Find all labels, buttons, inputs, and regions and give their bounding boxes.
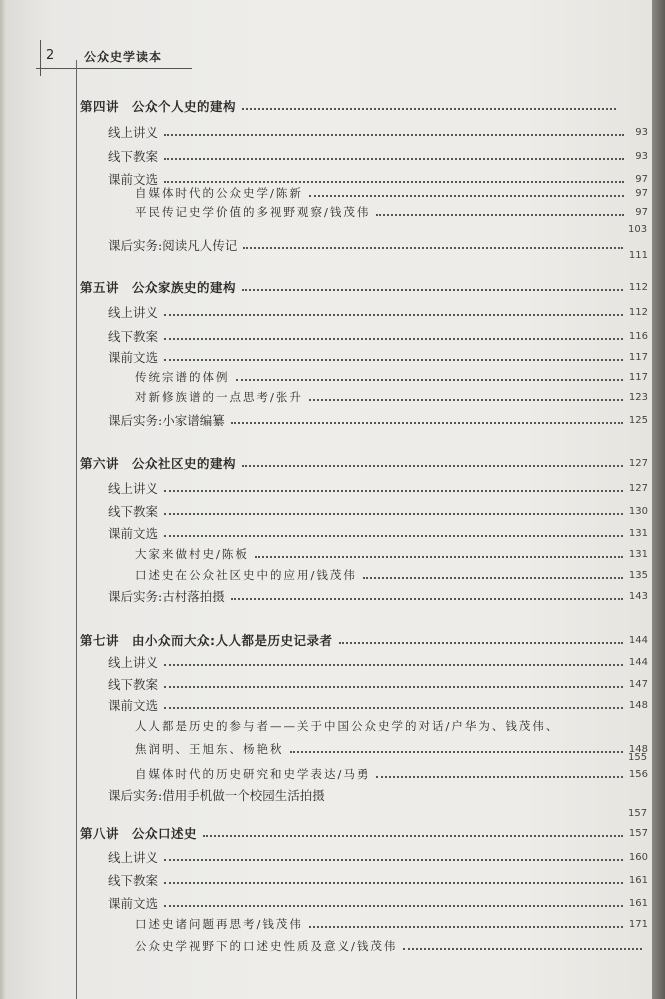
toc-entry-title: 线上讲义 [108, 305, 159, 320]
toc-page-number: 127 [628, 482, 648, 494]
book-title: 公众史学读本 [84, 50, 163, 64]
toc-page-number: 103 [628, 224, 648, 235]
leader-dots [242, 108, 616, 110]
leader-dots [164, 490, 623, 492]
toc-entry[interactable] [108, 869, 648, 891]
toc-entry[interactable] [108, 846, 648, 868]
toc-page-number: 135 [628, 569, 648, 581]
leader-dots [236, 379, 623, 381]
toc-lecture-title: 第五讲 公众家族史的建构 [80, 280, 237, 295]
leader-dots [164, 707, 623, 709]
toc-entry[interactable] [108, 409, 648, 431]
toc-entry[interactable] [108, 234, 648, 261]
toc-article-title: 传统宗谱的体例 [135, 370, 230, 384]
toc-page-number: 97 [635, 206, 648, 218]
page-number: 2 [46, 48, 55, 63]
toc-entry[interactable] [108, 325, 648, 347]
toc-article[interactable] [135, 715, 648, 737]
toc-page-number: 157 [628, 808, 648, 819]
leader-dots [242, 289, 623, 291]
toc-page-number: 123 [628, 391, 648, 403]
toc-page-number: 93 [635, 150, 648, 162]
toc-entry[interactable] [108, 522, 648, 544]
toc-article[interactable] [135, 366, 648, 388]
toc-article-title: 自媒体时代的公众史学/陈新 [135, 186, 303, 200]
toc-page-number: 131 [628, 548, 648, 560]
running-header [36, 42, 192, 69]
toc-page-number: 160 [628, 851, 648, 863]
toc-entry-title: 课前文选 [108, 698, 159, 713]
toc-article-title: 对新修族谱的一点思考/张升 [135, 390, 303, 404]
toc-entry-title: 线上讲义 [108, 850, 159, 865]
toc-article[interactable] [135, 763, 648, 785]
toc-entry[interactable] [108, 500, 648, 522]
toc-page-number: 155 [628, 752, 648, 763]
toc-entry[interactable] [108, 301, 648, 323]
toc-lecture-8[interactable] [80, 822, 648, 844]
toc-entry[interactable] [108, 673, 648, 695]
leader-dots [403, 948, 642, 950]
toc-lecture-title: 第六讲 公众社区史的建构 [80, 456, 237, 471]
leader-dots [164, 882, 623, 884]
leader-dots [255, 556, 623, 558]
toc-article[interactable] [135, 564, 648, 586]
toc-entry-title: 线上讲义 [108, 655, 159, 670]
toc-lecture-4[interactable] [80, 95, 640, 117]
toc-entry-title: 线上讲义 [108, 481, 159, 496]
leader-dots [339, 642, 623, 644]
toc-entry[interactable] [108, 694, 648, 716]
toc-page-number: 93 [635, 126, 648, 138]
toc-entry-title: 课后实务:古村落拍摄 [108, 589, 225, 604]
leader-dots [242, 465, 623, 467]
toc-article[interactable] [135, 386, 648, 408]
leader-dots [164, 664, 623, 666]
toc-page-number: 156 [628, 768, 648, 780]
toc-lecture-title: 第四讲 公众个人史的建构 [80, 99, 237, 114]
toc-entry[interactable] [108, 892, 648, 914]
toc-page-number: 127 [628, 457, 648, 469]
leader-dots [309, 195, 624, 197]
leader-dots [164, 314, 623, 316]
toc-page-number: 161 [628, 897, 648, 909]
toc-article[interactable] [135, 913, 648, 935]
leader-dots [309, 926, 623, 928]
leader-dots [164, 859, 623, 861]
toc-article-title: 口述史在公众社区史中的应用/钱茂伟 [135, 568, 357, 582]
toc-entry-title: 课后实务:阅读凡人传记 [108, 238, 238, 253]
toc-article[interactable] [135, 201, 648, 223]
leader-dots [164, 686, 623, 688]
header-separator [40, 40, 41, 76]
toc-entry-title: 线下教案 [108, 677, 159, 692]
leader-dots [164, 134, 624, 136]
toc-page-number: 97 [635, 187, 648, 199]
toc-entry-title: 线下教案 [108, 329, 159, 344]
toc-article-title: 自媒体时代的历史研究和史学表达/马勇 [135, 767, 371, 781]
leader-dots [164, 905, 623, 907]
toc-page-number: 147 [628, 678, 648, 690]
toc-page-number: 117 [628, 371, 648, 383]
toc-page-number: 130 [628, 505, 648, 517]
toc-entry[interactable] [108, 121, 648, 143]
toc-page-number: 116 [628, 330, 648, 342]
toc-article-title: 口述史诸问题再思考/钱茂伟 [135, 917, 303, 931]
leader-dots [309, 399, 623, 401]
toc-page-number: 143 [628, 590, 648, 602]
page-fold-shadow [0, 0, 6, 999]
leader-dots [164, 513, 623, 515]
leader-dots [231, 598, 623, 600]
leader-dots [376, 776, 623, 778]
toc-entry-title: 线下教案 [108, 873, 159, 888]
leader-dots [164, 338, 623, 340]
toc-page-number: 144 [628, 634, 648, 646]
leader-dots [363, 577, 623, 579]
toc-entry[interactable] [108, 651, 648, 673]
toc-entry-title: 课前文选 [108, 172, 159, 187]
toc-page-number: 148 [628, 743, 648, 755]
toc-page-number: 125 [628, 414, 648, 426]
toc-page-number: 144 [628, 656, 648, 668]
leader-dots [376, 214, 624, 216]
toc-lecture-5[interactable] [80, 276, 648, 298]
toc-entry-title: 课前文选 [108, 350, 159, 365]
toc-entry[interactable] [108, 346, 648, 368]
background-edge [652, 0, 665, 999]
toc-entry-title: 线下教案 [108, 504, 159, 519]
leader-dots [243, 247, 623, 249]
toc-lecture-title: 第八讲 公众口述史 [80, 826, 198, 841]
toc-article[interactable] [135, 935, 648, 957]
toc-page-number: 161 [628, 874, 648, 886]
toc-article[interactable] [135, 543, 648, 565]
leader-dots [164, 158, 624, 160]
toc-article[interactable] [135, 738, 648, 760]
leader-dots [290, 751, 623, 753]
toc-entry[interactable] [108, 145, 648, 167]
toc-article-title: 公众史学视野下的口述史性质及意义/钱茂伟 [135, 939, 398, 953]
toc-page-number: 112 [628, 306, 648, 318]
margin-rule [76, 60, 77, 999]
toc-page-number: 131 [628, 527, 648, 539]
toc-lecture-7[interactable] [80, 629, 648, 651]
toc-article-title: 人人都是历史的参与者——关于中国公众史学的对话/户华为、钱茂伟、 [135, 719, 560, 733]
toc-entry[interactable] [108, 585, 648, 607]
toc-article-title: 焦润明、王旭东、杨艳秋 [135, 742, 284, 756]
toc-lecture-title: 第七讲 由小众而大众:人人都是历史记录者 [80, 633, 333, 648]
toc-entry[interactable] [108, 784, 648, 806]
leader-dots [164, 359, 623, 361]
toc-entry-title: 线上讲义 [108, 125, 159, 140]
toc-entry-title: 课后实务:借用手机做一个校园生活拍摄 [108, 788, 325, 803]
toc-page-number: 148 [628, 699, 648, 711]
toc-page-number: 171 [628, 918, 648, 930]
toc-entry-title: 线下教案 [108, 149, 159, 164]
leader-dots [164, 535, 623, 537]
toc-entry-title: 课前文选 [108, 896, 159, 911]
toc-entry-title: 课前文选 [108, 526, 159, 541]
leader-dots [231, 422, 623, 424]
toc-page-number: 111 [628, 249, 648, 261]
leader-dots [203, 835, 623, 837]
toc-page-number: 97 [635, 173, 648, 185]
toc-entry[interactable] [108, 477, 648, 499]
toc-page-number: 117 [628, 351, 648, 363]
toc-article-title: 平民传记史学价值的多视野观察/钱茂伟 [135, 205, 371, 219]
toc-article-title: 大家来做村史/陈板 [135, 547, 249, 561]
toc-page-number: 157 [628, 827, 648, 839]
toc-lecture-6[interactable] [80, 452, 648, 474]
toc-entry-title: 课后实务:小家谱编纂 [108, 413, 225, 428]
toc-page-number: 112 [628, 281, 648, 293]
